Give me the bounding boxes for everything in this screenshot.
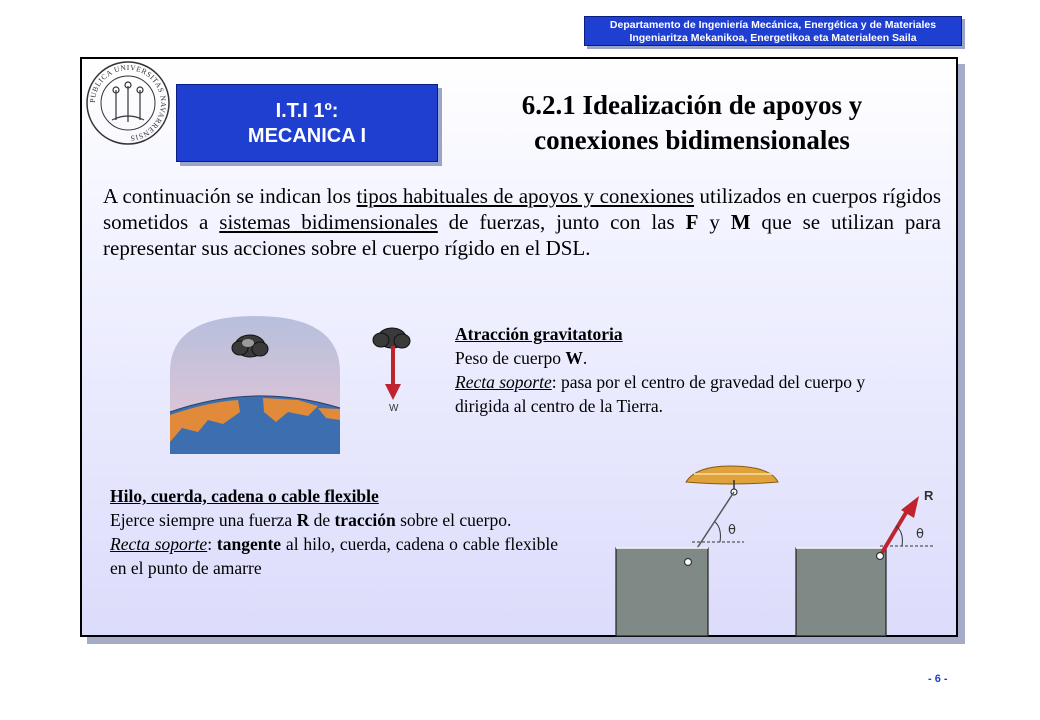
cable-text-1e: sobre el cuerpo. bbox=[395, 510, 512, 530]
gravity-weight-prefix: Peso de cuerpo bbox=[455, 348, 566, 368]
intro-paragraph bbox=[103, 183, 941, 261]
intro-text-3: de fuerzas, junto con las bbox=[437, 210, 686, 234]
intro-text-1: A continuación se indican los bbox=[103, 184, 357, 208]
force-label: R bbox=[924, 488, 934, 503]
page-number: - 6 - bbox=[928, 673, 948, 685]
seal-text: PUBLICA UNIVERSITAS NAVARRENSIS bbox=[87, 62, 169, 143]
intro-text-4: y bbox=[698, 210, 731, 234]
cable-support-figure bbox=[612, 462, 802, 638]
cable-tangent-word: tangente bbox=[216, 534, 282, 554]
page-title bbox=[470, 88, 914, 158]
weight-label: W bbox=[389, 403, 399, 414]
intro-force-symbol: F bbox=[685, 210, 699, 234]
gravity-section bbox=[455, 322, 915, 418]
gravity-support-text: : pasa por el centro de gravedad del cuerpo y dirigida al centro de la Tierra. bbox=[455, 372, 866, 416]
course-level: I.T.I 1º: bbox=[275, 100, 339, 122]
gravity-weight-symbol: W bbox=[565, 348, 583, 368]
cable-text-1c: de bbox=[309, 510, 335, 530]
intro-2d-systems: sistemas bidimensionales bbox=[219, 210, 438, 234]
department-name-es: Departamento de Ingeniería Mecánica, Energética y de Materiales bbox=[609, 19, 937, 31]
weight-force-figure bbox=[366, 322, 422, 414]
intro-moment-symbol: M bbox=[730, 210, 751, 234]
intro-text-5: que se utilizan para representar sus acciones sobre el cuerpo rígido en el DSL. bbox=[103, 210, 941, 260]
title-line-2: conexiones bidimensionales bbox=[534, 125, 850, 155]
department-header bbox=[584, 16, 962, 46]
course-name: MECANICA I bbox=[247, 125, 367, 147]
cable-support-label: Recta soporte bbox=[110, 534, 208, 554]
cable-traction-word: tracción bbox=[334, 510, 396, 530]
cable-force-figure bbox=[790, 480, 950, 638]
intro-text-2: utilizados en cuerpos rígidos sometidos a bbox=[103, 184, 941, 234]
cable-section bbox=[110, 484, 558, 580]
intro-support-types: tipos habituales de apoyos y conexiones bbox=[356, 184, 695, 208]
cable-force-symbol: R bbox=[296, 510, 310, 530]
title-line-1: 6.2.1 Idealización de apoyos y bbox=[521, 90, 863, 120]
gravity-heading: Atracción gravitatoria bbox=[455, 324, 623, 344]
force-angle-label: θ bbox=[916, 527, 924, 542]
university-seal-icon bbox=[85, 60, 171, 146]
earth-gravity-figure bbox=[168, 312, 342, 454]
gravity-weight-suffix: . bbox=[582, 348, 588, 368]
cable-text-2a: : bbox=[207, 534, 217, 554]
department-name-eu: Ingeniaritza Mekanikoa, Energetikoa eta Materialeen Saila bbox=[629, 32, 917, 44]
course-badge bbox=[176, 84, 438, 162]
cable-text-2c: al hilo, cuerda, cadena o cable flexible en el punto de amarre bbox=[110, 534, 558, 578]
cable-angle-label: θ bbox=[728, 523, 736, 538]
cable-text-1a: Ejerce siempre una fuerza bbox=[110, 510, 297, 530]
cable-heading: Hilo, cuerda, cadena o cable flexible bbox=[110, 486, 379, 506]
gravity-support-label: Recta soporte bbox=[455, 372, 552, 392]
